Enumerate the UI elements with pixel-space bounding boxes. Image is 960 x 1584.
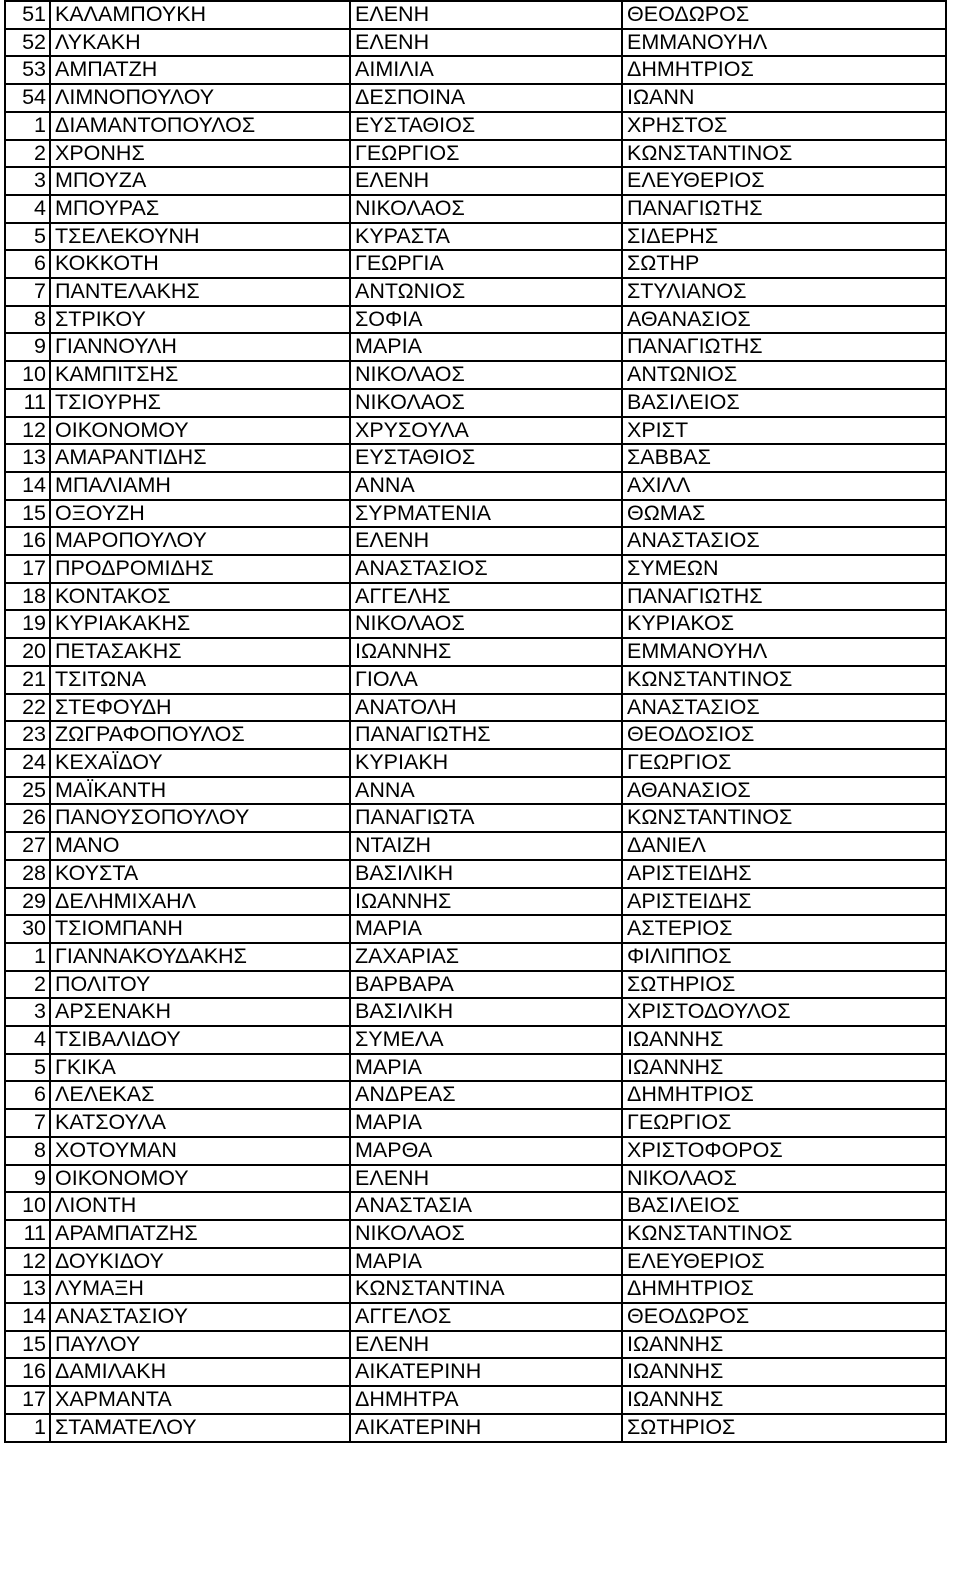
- father-name-cell: ΑΝΑΣΤΑΣΙΟΣ: [622, 527, 946, 555]
- first-name-cell: ΕΛΕΝΗ: [350, 1, 622, 29]
- father-name-cell: ΑΘΑΝΑΣΙΟΣ: [622, 306, 946, 334]
- row-number-cell: 14: [5, 472, 50, 500]
- surname-cell: ΔΑΜΙΛΑΚΗ: [50, 1358, 350, 1386]
- surname-cell: ΟΙΚΟΝΟΜΟΥ: [50, 417, 350, 445]
- first-name-cell: ΕΛΕΝΗ: [350, 1331, 622, 1359]
- table-row: [5, 140, 946, 168]
- table-row: [5, 361, 946, 389]
- father-name-cell: ΣΤΥΛΙΑΝΟΣ: [622, 278, 946, 306]
- first-name-cell: ΒΑΣΙΛΙΚΗ: [350, 998, 622, 1026]
- table-row: [5, 1109, 946, 1137]
- table-row: [5, 1414, 946, 1442]
- row-number-cell: 9: [5, 333, 50, 361]
- table-row: [5, 1, 946, 29]
- surname-cell: ΜΑΡΟΠΟΥΛΟΥ: [50, 527, 350, 555]
- row-number-cell: 14: [5, 1303, 50, 1331]
- table-row: [5, 721, 946, 749]
- row-number-cell: 5: [5, 1054, 50, 1082]
- first-name-cell: ΠΑΝΑΓΙΩΤΑ: [350, 804, 622, 832]
- first-name-cell: ΑΓΓΕΛΟΣ: [350, 1303, 622, 1331]
- father-name-cell: ΒΑΣΙΛΕΙΟΣ: [622, 1192, 946, 1220]
- surname-cell: ΤΣΙΟΥΡΗΣ: [50, 389, 350, 417]
- row-number-cell: 15: [5, 1331, 50, 1359]
- father-name-cell: ΑΧΙΛΛ: [622, 472, 946, 500]
- first-name-cell: ΝΙΚΟΛΑΟΣ: [350, 610, 622, 638]
- row-number-cell: 9: [5, 1165, 50, 1193]
- row-number-cell: 30: [5, 915, 50, 943]
- surname-cell: ΧΡΟΝΗΣ: [50, 140, 350, 168]
- first-name-cell: ΓΙΟΛΑ: [350, 666, 622, 694]
- row-number-cell: 10: [5, 361, 50, 389]
- father-name-cell: ΝΙΚΟΛΑΟΣ: [622, 1165, 946, 1193]
- table-row: [5, 1248, 946, 1276]
- table-row: [5, 1386, 946, 1414]
- row-number-cell: 1: [5, 112, 50, 140]
- surname-cell: ΚΟΚΚΟΤΗ: [50, 250, 350, 278]
- row-number-cell: 16: [5, 527, 50, 555]
- first-name-cell: ΕΛΕΝΗ: [350, 29, 622, 57]
- table-row: [5, 333, 946, 361]
- first-name-cell: ΑΝΝΑ: [350, 777, 622, 805]
- father-name-cell: ΧΡΙΣΤΟΦΟΡΟΣ: [622, 1137, 946, 1165]
- father-name-cell: ΘΕΟΔΩΡΟΣ: [622, 1, 946, 29]
- row-number-cell: 21: [5, 666, 50, 694]
- row-number-cell: 6: [5, 1081, 50, 1109]
- father-name-cell: ΕΜΜΑΝΟΥΗΛ: [622, 638, 946, 666]
- table-row: [5, 583, 946, 611]
- row-number-cell: 11: [5, 1220, 50, 1248]
- father-name-cell: ΠΑΝΑΓΙΩΤΗΣ: [622, 333, 946, 361]
- surname-cell: ΠΟΛΙΤΟΥ: [50, 971, 350, 999]
- table-row: [5, 804, 946, 832]
- surname-cell: ΜΑΝΟ: [50, 832, 350, 860]
- father-name-cell: ΙΩΑΝΝΗΣ: [622, 1386, 946, 1414]
- surname-cell: ΤΣΙΒΑΛΙΔΟΥ: [50, 1026, 350, 1054]
- row-number-cell: 4: [5, 1026, 50, 1054]
- father-name-cell: ΣΩΤΗΡΙΟΣ: [622, 1414, 946, 1442]
- surname-cell: ΣΤΕΦΟΥΔΗ: [50, 694, 350, 722]
- table-row: [5, 1165, 946, 1193]
- table-row: [5, 1275, 946, 1303]
- first-name-cell: ΝΤΑΙΖΗ: [350, 832, 622, 860]
- father-name-cell: ΣΑΒΒΑΣ: [622, 444, 946, 472]
- row-number-cell: 54: [5, 84, 50, 112]
- surname-cell: ΠΕΤΑΣΑΚΗΣ: [50, 638, 350, 666]
- table-row: [5, 195, 946, 223]
- surname-cell: ΜΠΟΥΡΑΣ: [50, 195, 350, 223]
- table-row: [5, 1192, 946, 1220]
- row-number-cell: 22: [5, 694, 50, 722]
- surname-cell: ΛΙΟΝΤΗ: [50, 1192, 350, 1220]
- row-number-cell: 2: [5, 140, 50, 168]
- row-number-cell: 8: [5, 1137, 50, 1165]
- surname-cell: ΚΟΝΤΑΚΟΣ: [50, 583, 350, 611]
- surname-cell: ΜΑΪΚΑΝΤΗ: [50, 777, 350, 805]
- row-number-cell: 7: [5, 1109, 50, 1137]
- first-name-cell: ΕΛΕΝΗ: [350, 527, 622, 555]
- row-number-cell: 13: [5, 1275, 50, 1303]
- table-row: [5, 84, 946, 112]
- surname-cell: ΑΡΣΕΝΑΚΗ: [50, 998, 350, 1026]
- first-name-cell: ΣΟΦΙΑ: [350, 306, 622, 334]
- father-name-cell: ΓΕΩΡΓΙΟΣ: [622, 1109, 946, 1137]
- first-name-cell: ΝΙΚΟΛΑΟΣ: [350, 1220, 622, 1248]
- row-number-cell: 51: [5, 1, 50, 29]
- table-row: [5, 832, 946, 860]
- surname-cell: ΠΑΝΟΥΣΟΠΟΥΛΟΥ: [50, 804, 350, 832]
- father-name-cell: ΕΜΜΑΝΟΥΗΛ: [622, 29, 946, 57]
- father-name-cell: ΙΩΑΝΝΗΣ: [622, 1026, 946, 1054]
- surname-cell: ΣΤΑΜΑΤΕΛΟΥ: [50, 1414, 350, 1442]
- row-number-cell: 52: [5, 29, 50, 57]
- father-name-cell: ΘΕΟΔΩΡΟΣ: [622, 1303, 946, 1331]
- row-number-cell: 5: [5, 223, 50, 251]
- first-name-cell: ΣΥΡΜΑΤΕΝΙΑ: [350, 500, 622, 528]
- table-row: [5, 306, 946, 334]
- first-name-cell: ΧΡΥΣΟΥΛΑ: [350, 417, 622, 445]
- row-number-cell: 2: [5, 971, 50, 999]
- surname-cell: ΑΜΑΡΑΝΤΙΔΗΣ: [50, 444, 350, 472]
- father-name-cell: ΒΑΣΙΛΕΙΟΣ: [622, 389, 946, 417]
- table-row: [5, 555, 946, 583]
- row-number-cell: 6: [5, 250, 50, 278]
- surname-cell: ΖΩΓΡΑΦΟΠΟΥΛΟΣ: [50, 721, 350, 749]
- row-number-cell: 29: [5, 888, 50, 916]
- row-number-cell: 28: [5, 860, 50, 888]
- first-name-cell: ΣΥΜΕΛΑ: [350, 1026, 622, 1054]
- first-name-cell: ΙΩΑΝΝΗΣ: [350, 638, 622, 666]
- surname-cell: ΠΑΥΛΟΥ: [50, 1331, 350, 1359]
- row-number-cell: 53: [5, 56, 50, 84]
- table-row: [5, 610, 946, 638]
- father-name-cell: ΔΑΝΙΕΛ: [622, 832, 946, 860]
- table-row: [5, 749, 946, 777]
- first-name-cell: ΚΩΝΣΤΑΝΤΙΝΑ: [350, 1275, 622, 1303]
- father-name-cell: ΧΡΙΣΤ: [622, 417, 946, 445]
- table-row: [5, 915, 946, 943]
- surname-cell: ΤΣΙΤΩΝΑ: [50, 666, 350, 694]
- father-name-cell: ΑΝΤΩΝΙΟΣ: [622, 361, 946, 389]
- first-name-cell: ΓΕΩΡΓΙΑ: [350, 250, 622, 278]
- table-row: [5, 472, 946, 500]
- surname-cell: ΣΤΡΙΚΟΥ: [50, 306, 350, 334]
- table-row: [5, 1081, 946, 1109]
- first-name-cell: ΠΑΝΑΓΙΩΤΗΣ: [350, 721, 622, 749]
- row-number-cell: 17: [5, 1386, 50, 1414]
- surname-cell: ΜΠΑΛΙΑΜΗ: [50, 472, 350, 500]
- row-number-cell: 24: [5, 749, 50, 777]
- first-name-cell: ΑΝΑΣΤΑΣΙΟΣ: [350, 555, 622, 583]
- table-row: [5, 417, 946, 445]
- row-number-cell: 26: [5, 804, 50, 832]
- row-number-cell: 17: [5, 555, 50, 583]
- first-name-cell: ΑΙΜΙΛΙΑ: [350, 56, 622, 84]
- father-name-cell: ΧΡΗΣΤΟΣ: [622, 112, 946, 140]
- first-name-cell: ΔΗΜΗΤΡΑ: [350, 1386, 622, 1414]
- surname-cell: ΔΟΥΚΙΔΟΥ: [50, 1248, 350, 1276]
- surname-cell: ΓΙΑΝΝΟΥΛΗ: [50, 333, 350, 361]
- table-row: [5, 943, 946, 971]
- first-name-cell: ΔΕΣΠΟΙΝΑ: [350, 84, 622, 112]
- first-name-cell: ΚΥΡΑΣΤΑ: [350, 223, 622, 251]
- surname-cell: ΚΑΤΣΟΥΛΑ: [50, 1109, 350, 1137]
- first-name-cell: ΑΝΔΡΕΑΣ: [350, 1081, 622, 1109]
- surname-cell: ΜΠΟΥΖΑ: [50, 167, 350, 195]
- row-number-cell: 3: [5, 998, 50, 1026]
- father-name-cell: ΚΩΝΣΤΑΝΤΙΝΟΣ: [622, 1220, 946, 1248]
- row-number-cell: 18: [5, 583, 50, 611]
- row-number-cell: 12: [5, 1248, 50, 1276]
- row-number-cell: 10: [5, 1192, 50, 1220]
- table-row: [5, 278, 946, 306]
- surname-cell: ΚΟΥΣΤΑ: [50, 860, 350, 888]
- first-name-cell: ΓΕΩΡΓΙΟΣ: [350, 140, 622, 168]
- father-name-cell: ΓΕΩΡΓΙΟΣ: [622, 749, 946, 777]
- table-row: [5, 777, 946, 805]
- father-name-cell: ΘΩΜΑΣ: [622, 500, 946, 528]
- surname-cell: ΛΙΜΝΟΠΟΥΛΟΥ: [50, 84, 350, 112]
- table-row: [5, 527, 946, 555]
- row-number-cell: 20: [5, 638, 50, 666]
- table-row: [5, 1303, 946, 1331]
- names-table: [4, 0, 947, 1443]
- father-name-cell: ΙΩΑΝΝΗΣ: [622, 1054, 946, 1082]
- father-name-cell: ΔΗΜΗΤΡΙΟΣ: [622, 56, 946, 84]
- surname-cell: ΚΑΜΠΙΤΣΗΣ: [50, 361, 350, 389]
- table-row: [5, 860, 946, 888]
- row-number-cell: 15: [5, 500, 50, 528]
- table-row: [5, 1331, 946, 1359]
- surname-cell: ΛΥΜΑΞΗ: [50, 1275, 350, 1303]
- first-name-cell: ΜΑΡΙΑ: [350, 1054, 622, 1082]
- father-name-cell: ΚΩΝΣΤΑΝΤΙΝΟΣ: [622, 140, 946, 168]
- surname-cell: ΟΙΚΟΝΟΜΟΥ: [50, 1165, 350, 1193]
- first-name-cell: ΕΥΣΤΑΘΙΟΣ: [350, 444, 622, 472]
- father-name-cell: ΙΩΑΝΝΗΣ: [622, 1358, 946, 1386]
- father-name-cell: ΣΥΜΕΩΝ: [622, 555, 946, 583]
- first-name-cell: ΑΝΑΤΟΛΗ: [350, 694, 622, 722]
- surname-cell: ΛΕΛΕΚΑΣ: [50, 1081, 350, 1109]
- surname-cell: ΓΚΙΚΑ: [50, 1054, 350, 1082]
- table-row: [5, 29, 946, 57]
- surname-cell: ΔΙΑΜΑΝΤΟΠΟΥΛΟΣ: [50, 112, 350, 140]
- father-name-cell: ΑΘΑΝΑΣΙΟΣ: [622, 777, 946, 805]
- row-number-cell: 4: [5, 195, 50, 223]
- row-number-cell: 1: [5, 1414, 50, 1442]
- surname-cell: ΑΜΠΑΤΖΗ: [50, 56, 350, 84]
- surname-cell: ΚΥΡΙΑΚΑΚΗΣ: [50, 610, 350, 638]
- row-number-cell: 16: [5, 1358, 50, 1386]
- first-name-cell: ΝΙΚΟΛΑΟΣ: [350, 195, 622, 223]
- row-number-cell: 25: [5, 777, 50, 805]
- first-name-cell: ΑΓΓΕΛΗΣ: [350, 583, 622, 611]
- father-name-cell: ΕΛΕΥΘΕΡΙΟΣ: [622, 1248, 946, 1276]
- first-name-cell: ΑΝΝΑ: [350, 472, 622, 500]
- first-name-cell: ΙΩΑΝΝΗΣ: [350, 888, 622, 916]
- father-name-cell: ΚΩΝΣΤΑΝΤΙΝΟΣ: [622, 666, 946, 694]
- first-name-cell: ΖΑΧΑΡΙΑΣ: [350, 943, 622, 971]
- first-name-cell: ΑΝΤΩΝΙΟΣ: [350, 278, 622, 306]
- table-row: [5, 500, 946, 528]
- row-number-cell: 23: [5, 721, 50, 749]
- first-name-cell: ΕΛΕΝΗ: [350, 1165, 622, 1193]
- surname-cell: ΠΑΝΤΕΛΑΚΗΣ: [50, 278, 350, 306]
- first-name-cell: ΚΥΡΙΑΚΗ: [350, 749, 622, 777]
- surname-cell: ΛΥΚΑΚΗ: [50, 29, 350, 57]
- father-name-cell: ΑΝΑΣΤΑΣΙΟΣ: [622, 694, 946, 722]
- row-number-cell: 8: [5, 306, 50, 334]
- table-row: [5, 1137, 946, 1165]
- father-name-cell: ΔΗΜΗΤΡΙΟΣ: [622, 1275, 946, 1303]
- table-row: [5, 167, 946, 195]
- table-row: [5, 666, 946, 694]
- table-row: [5, 638, 946, 666]
- table-row: [5, 1358, 946, 1386]
- table-row: [5, 250, 946, 278]
- father-name-cell: ΣΩΤΗΡ: [622, 250, 946, 278]
- father-name-cell: ΠΑΝΑΓΙΩΤΗΣ: [622, 195, 946, 223]
- father-name-cell: ΦΙΛΙΠΠΟΣ: [622, 943, 946, 971]
- first-name-cell: ΒΑΣΙΛΙΚΗ: [350, 860, 622, 888]
- first-name-cell: ΜΑΡΙΑ: [350, 915, 622, 943]
- row-number-cell: 7: [5, 278, 50, 306]
- row-number-cell: 19: [5, 610, 50, 638]
- surname-cell: ΧΟΤΟΥΜΑΝ: [50, 1137, 350, 1165]
- father-name-cell: ΚΩΝΣΤΑΝΤΙΝΟΣ: [622, 804, 946, 832]
- table-row: [5, 1220, 946, 1248]
- father-name-cell: ΚΥΡΙΑΚΟΣ: [622, 610, 946, 638]
- father-name-cell: ΙΩΑΝΝ: [622, 84, 946, 112]
- table-row: [5, 223, 946, 251]
- surname-cell: ΑΝΑΣΤΑΣΙΟΥ: [50, 1303, 350, 1331]
- table-row: [5, 888, 946, 916]
- father-name-cell: ΘΕΟΔΟΣΙΟΣ: [622, 721, 946, 749]
- table-row: [5, 389, 946, 417]
- father-name-cell: ΕΛΕΥΘΕΡΙΟΣ: [622, 167, 946, 195]
- first-name-cell: ΕΥΣΤΑΘΙΟΣ: [350, 112, 622, 140]
- surname-cell: ΓΙΑΝΝΑΚΟΥΔΑΚΗΣ: [50, 943, 350, 971]
- names-table-body: [5, 1, 946, 1442]
- father-name-cell: ΣΩΤΗΡΙΟΣ: [622, 971, 946, 999]
- father-name-cell: ΙΩΑΝΝΗΣ: [622, 1331, 946, 1359]
- table-row: [5, 971, 946, 999]
- father-name-cell: ΑΡΙΣΤΕΙΔΗΣ: [622, 860, 946, 888]
- table-row: [5, 1026, 946, 1054]
- first-name-cell: ΑΝΑΣΤΑΣΙΑ: [350, 1192, 622, 1220]
- first-name-cell: ΕΛΕΝΗ: [350, 167, 622, 195]
- surname-cell: ΚΕΧΑΪΔΟΥ: [50, 749, 350, 777]
- table-row: [5, 694, 946, 722]
- first-name-cell: ΑΙΚΑΤΕΡΙΝΗ: [350, 1358, 622, 1386]
- first-name-cell: ΜΑΡΙΑ: [350, 1248, 622, 1276]
- surname-cell: ΧΑΡΜΑΝΤΑ: [50, 1386, 350, 1414]
- father-name-cell: ΑΣΤΕΡΙΟΣ: [622, 915, 946, 943]
- row-number-cell: 13: [5, 444, 50, 472]
- surname-cell: ΑΡΑΜΠΑΤΖΗΣ: [50, 1220, 350, 1248]
- surname-cell: ΔΕΛΗΜΙΧΑΗΛ: [50, 888, 350, 916]
- surname-cell: ΤΣΕΛΕΚΟΥΝΗ: [50, 223, 350, 251]
- table-row: [5, 444, 946, 472]
- first-name-cell: ΑΙΚΑΤΕΡΙΝΗ: [350, 1414, 622, 1442]
- father-name-cell: ΔΗΜΗΤΡΙΟΣ: [622, 1081, 946, 1109]
- surname-cell: ΚΑΛΑΜΠΟΥΚΗ: [50, 1, 350, 29]
- first-name-cell: ΝΙΚΟΛΑΟΣ: [350, 361, 622, 389]
- row-number-cell: 12: [5, 417, 50, 445]
- row-number-cell: 11: [5, 389, 50, 417]
- row-number-cell: 3: [5, 167, 50, 195]
- table-row: [5, 112, 946, 140]
- first-name-cell: ΜΑΡΘΑ: [350, 1137, 622, 1165]
- first-name-cell: ΜΑΡΙΑ: [350, 1109, 622, 1137]
- father-name-cell: ΠΑΝΑΓΙΩΤΗΣ: [622, 583, 946, 611]
- father-name-cell: ΣΙΔΕΡΗΣ: [622, 223, 946, 251]
- surname-cell: ΠΡΟΔΡΟΜΙΔΗΣ: [50, 555, 350, 583]
- row-number-cell: 1: [5, 943, 50, 971]
- first-name-cell: ΝΙΚΟΛΑΟΣ: [350, 389, 622, 417]
- table-row: [5, 56, 946, 84]
- table-row: [5, 998, 946, 1026]
- surname-cell: ΤΣΙΟΜΠΑΝΗ: [50, 915, 350, 943]
- table-row: [5, 1054, 946, 1082]
- father-name-cell: ΑΡΙΣΤΕΙΔΗΣ: [622, 888, 946, 916]
- first-name-cell: ΜΑΡΙΑ: [350, 333, 622, 361]
- first-name-cell: ΒΑΡΒΑΡΑ: [350, 971, 622, 999]
- row-number-cell: 27: [5, 832, 50, 860]
- father-name-cell: ΧΡΙΣΤΟΔΟΥΛΟΣ: [622, 998, 946, 1026]
- surname-cell: ΟΞΟΥΖΗ: [50, 500, 350, 528]
